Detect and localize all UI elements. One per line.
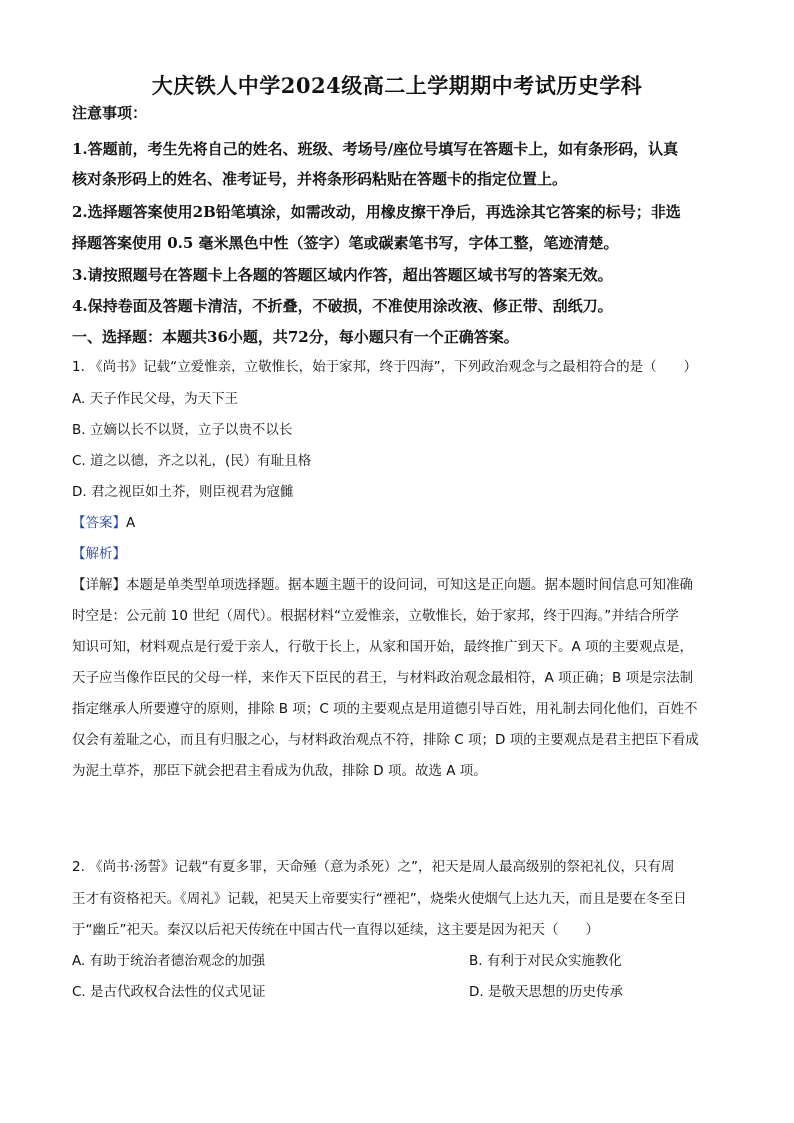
question-1-stem: 1. 《尚书》记载“立爱惟亲，立敬惟长，始于家邦，终于四海”，下列政治观念与之最相符合的是（ ） [72, 359, 698, 375]
analysis-row [72, 539, 732, 569]
detail-line: 【详解】本题是单类型单项选择题。据本题主题干的设问词，可知这是正向题。据本题时间信息可知准确 [72, 577, 693, 593]
notice-line: 核对条形码上的姓名、准考证号，并将条形码粘贴在答题卡的指定位置上。 [72, 170, 568, 188]
notice-line: 3.请按照题号在答题卡上各题的答题区域内作答，超出答题区域书写的答案无效。 [72, 266, 613, 284]
notice-line: 择题答案使用 0.5 毫米黑色中性（签字）笔或碳素笔书写，字体工整，笔迹清楚。 [72, 234, 619, 252]
question-2-options-row [72, 977, 732, 1007]
detail-line: 仅会有羞耻之心，而且有归服之心，与材料政治观点不符，排除 C 项；D 项的主要观点是君主把臣下看成 [72, 732, 699, 748]
question-2-option-c: C. 是古代政权合法性的仪式见证 [72, 984, 266, 1000]
detail-line: 天子应当像作臣民的父母一样，来作天下臣民的君王，与材料政治观念最相符，A 项正确；B 项是宗法制 [72, 670, 694, 686]
question-1-option-a: A. 天子作民父母，为天下王 [72, 391, 239, 407]
section-heading: 一、选择题：本题共36小题，共72分，每小题只有一个正确答案。 [72, 328, 519, 346]
question-2-stem-line: 于“幽丘”祀天。秦汉以后祀天传统在中国古代一直得以延续，这主要是因为祀天（ ） [72, 922, 599, 938]
detail-line: 知识可知，材料观点是行爱于亲人，行敬于长上，从家和国开始，最终推广到天下。A 项的主要观点是， [72, 639, 694, 655]
answer-value: A [126, 515, 136, 531]
notice-line: 4.保持卷面及答题卡清洁，不折叠，不破损，不准使用涂改液、修正带、刮纸刀。 [72, 297, 613, 315]
question-2-option-d: D. 是敬天思想的历史传承 [469, 984, 623, 1000]
detail-line: 时空是：公元前 10 世纪（周代）。根据材料“立爱惟亲，立敬惟长，始于家邦，终于四海。”并结合所学 [72, 608, 679, 624]
answer-tag: 【答案】 [72, 515, 126, 531]
question-2-stem-line: 王才有资格祀天。《周礼》记载，祀昊天上帝要实行“禋祀”，烧柴火使烟气上达九天，而且是要在冬至日 [72, 891, 687, 907]
question-1-option-c: C. 道之以德，齐之以礼，(民）有耻且格 [72, 453, 312, 469]
notice-heading: 注意事项： [72, 104, 148, 122]
detail-line: 为泥土草芥，那臣下就会把君主看成为仇敌，排除 D 项。故选 A 项。 [72, 763, 487, 779]
notice-line: 1.答题前，考生先将自己的姓名、班级、考场号/座位号填写在答题卡上，如有条形码，认真 [72, 140, 679, 158]
analysis-tag: 【解析】 [72, 546, 126, 562]
answer-row [72, 508, 732, 538]
notice-line: 2.选择题答案使用2B铅笔填涂，如需改动，用橡皮擦干净后，再选涂其它答案的标号；非选 [72, 203, 681, 221]
question-2-option-a: A. 有助于统治者德治观念的加强 [72, 953, 266, 969]
page-title: 大庆铁人中学2024级高二上学期期中考试历史学科 [151, 73, 643, 98]
detail-line: 指定继承人所要遵守的原则，排除 B 项；C 项的主要观点是用道德引导百姓，用礼制去同化他们，百姓不 [72, 701, 698, 717]
question-1-option-d: D. 君之视臣如土芥，则臣视君为寇雠 [72, 484, 294, 500]
question-2-stem-line: 2. 《尚书·汤誓》记载“有夏多罪，天命殛（意为杀死）之”，祀天是周人最高级别的祭祀礼仪，只有周 [72, 859, 675, 875]
question-1-option-b: B. 立嫡以长不以贤，立子以贵不以长 [72, 422, 293, 438]
question-2-option-b: B. 有利于对民众实施教化 [469, 953, 622, 969]
question-2-options-row [72, 946, 732, 976]
